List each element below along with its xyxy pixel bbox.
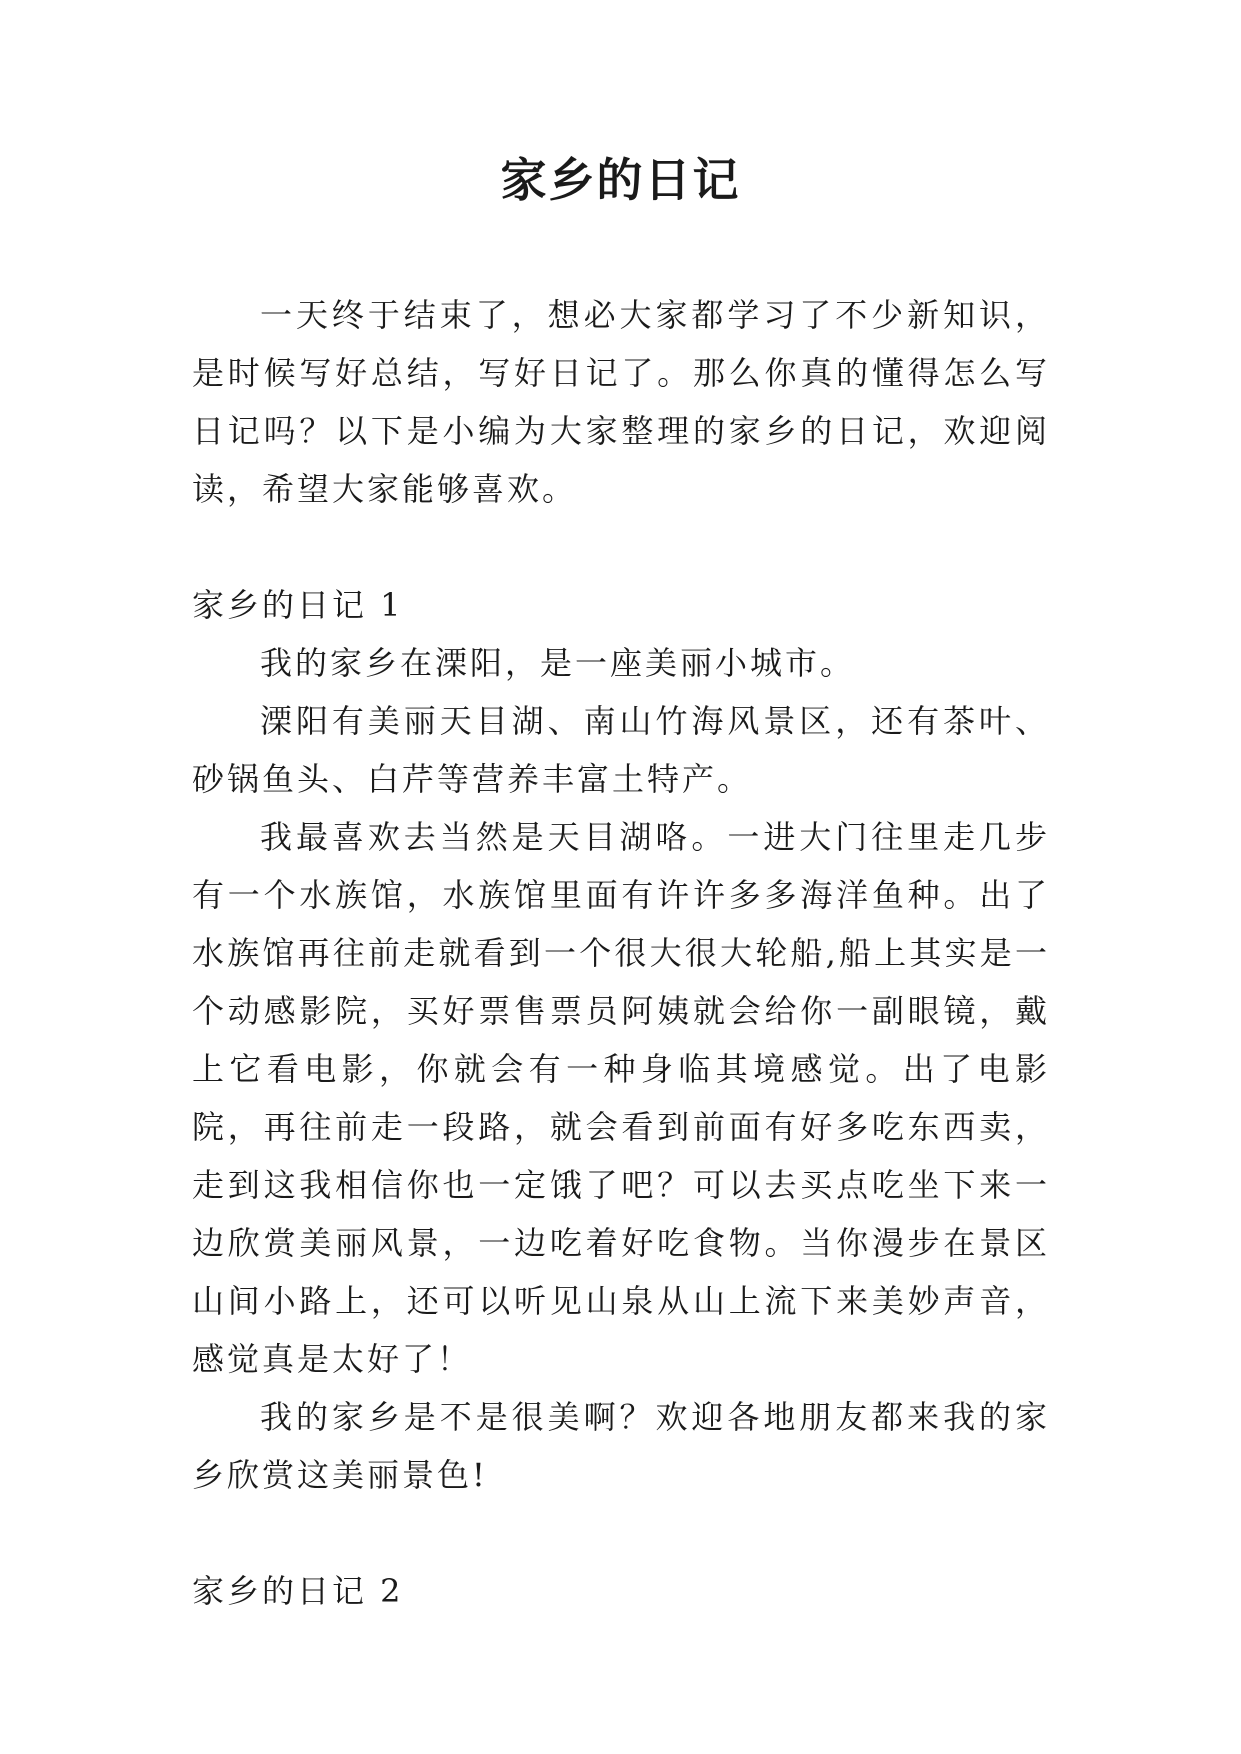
intro-paragraph: 一天终于结束了，想必大家都学习了不少新知识，是时候写好总结，写好日记了。那么你真的懂得怎么写日记吗？以下是小编为大家整理的家乡的日记，欢迎阅读，希望大家能够喜欢。 (192, 296, 1050, 508)
section-spacer (192, 1504, 1050, 1562)
document-body (192, 286, 1050, 1620)
section-heading-1: 家乡的日记 1 (192, 586, 404, 624)
section-heading-2: 家乡的日记 2 (192, 1572, 404, 1610)
section1-paragraph-4: 我的家乡是不是很美啊？欢迎各地朋友都来我的家乡欣赏这美丽景色! (192, 1398, 1050, 1494)
document-title: 家乡的日记 (500, 153, 741, 207)
section-spacer (192, 518, 1050, 576)
section1-paragraph-3: 我最喜欢去当然是天目湖咯。一进大门往里走几步有一个水族馆，水族馆里面有许许多多海洋鱼种。出了水族馆再往前走就看到一个很大很大轮船,船上其实是一个动感影院，买好票售票员阿姨就会给你一副眼镜，戴上它看电影，你就会有一种身临其境感觉。出了电影院，再往前走一段路，就会看到前面有好多吃东西卖，走到这我相信你也一定饿了吧？可以去买点吃坐下来一边欣赏美丽风景，一边吃着好吃食物。当你漫步在景区山间小路上，还可以听见山泉从山上流下来美妙声音，感觉真是太好了！ (192, 818, 1050, 1378)
section1-paragraph-1: 我的家乡在溧阳，是一座美丽小城市。 (260, 644, 856, 682)
section1-paragraph-2: 溧阳有美丽天目湖、南山竹海风景区，还有茶叶、砂锅鱼头、白芹等营养丰富土特产。 (192, 702, 1050, 798)
